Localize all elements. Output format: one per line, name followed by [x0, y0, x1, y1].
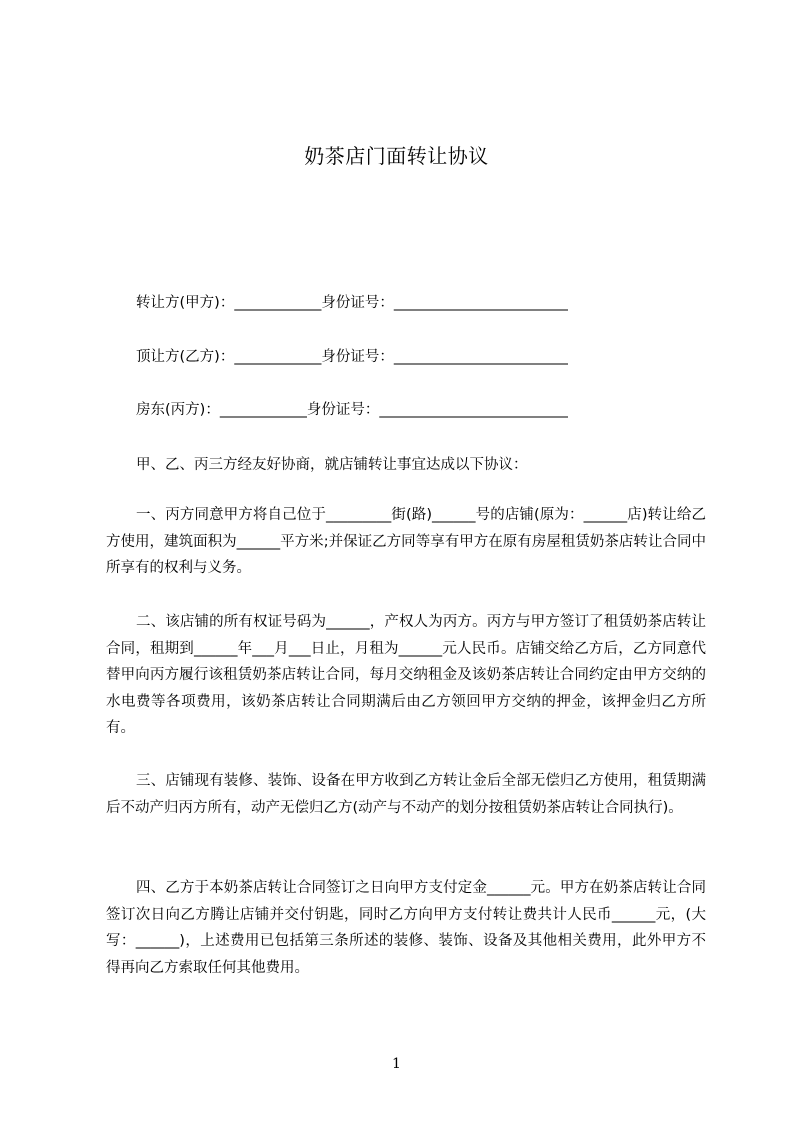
- clause-1: 一、丙方同意甲方将自己位于_________街(路)______号的店铺(原为：______店)转让给乙方使用，建筑面积为______平方米;并保证乙方同等享有甲方在原有房屋租赁奶茶店转让合同中所享有的权利与义务。: [106, 507, 706, 576]
- party-b-line: 顶让方(乙方)：____________身份证号：________________________: [136, 349, 568, 365]
- party-a-line: 转让方(甲方)：____________身份证号：________________________: [136, 295, 568, 311]
- document-title: 奶茶店门面转让协议: [304, 144, 489, 168]
- clause-2: 二、该店铺的所有权证号码为______，产权人为丙方。丙方与甲方签订了租赁奶茶店转让合同，租期到______年___月___日止，月租为______元人民币。店铺交给乙方后，乙方同意代替甲向丙方履行该租赁奶茶店转让合同，每月交纳租金及该奶茶店转让合同约定由甲方交纳的水电费等各项费用，该奶茶店转让合同期满后由乙方领回甲方交纳的押金，该押金归乙方所有。: [106, 614, 706, 736]
- clause-3: 三、店铺现有装修、装饰、设备在甲方收到乙方转让金后全部无偿归乙方使用，租赁期满后不动产归丙方所有，动产无偿归乙方(动产与不动产的划分按租赁奶茶店转让合同执行)。: [106, 773, 706, 816]
- page-number: 1: [392, 1056, 401, 1072]
- intro-paragraph: 甲、乙、丙三方经友好协商，就店铺转让事宜达成以下协议：: [136, 457, 528, 473]
- clause-4: 四、乙方于本奶茶店转让合同签订之日向甲方支付定金______元。甲方在奶茶店转让合同签订次日向乙方腾让店铺并交付钥匙，同时乙方向甲方支付转让费共计人民币______元，(大写：______)，上述费用已包括第三条所述的装修、装饰、设备及其他相关费用，此外甲方不得再向乙方索取任何其他费用。: [106, 880, 706, 976]
- party-c-line: 房东(丙方)：____________身份证号：__________________________: [136, 402, 568, 418]
